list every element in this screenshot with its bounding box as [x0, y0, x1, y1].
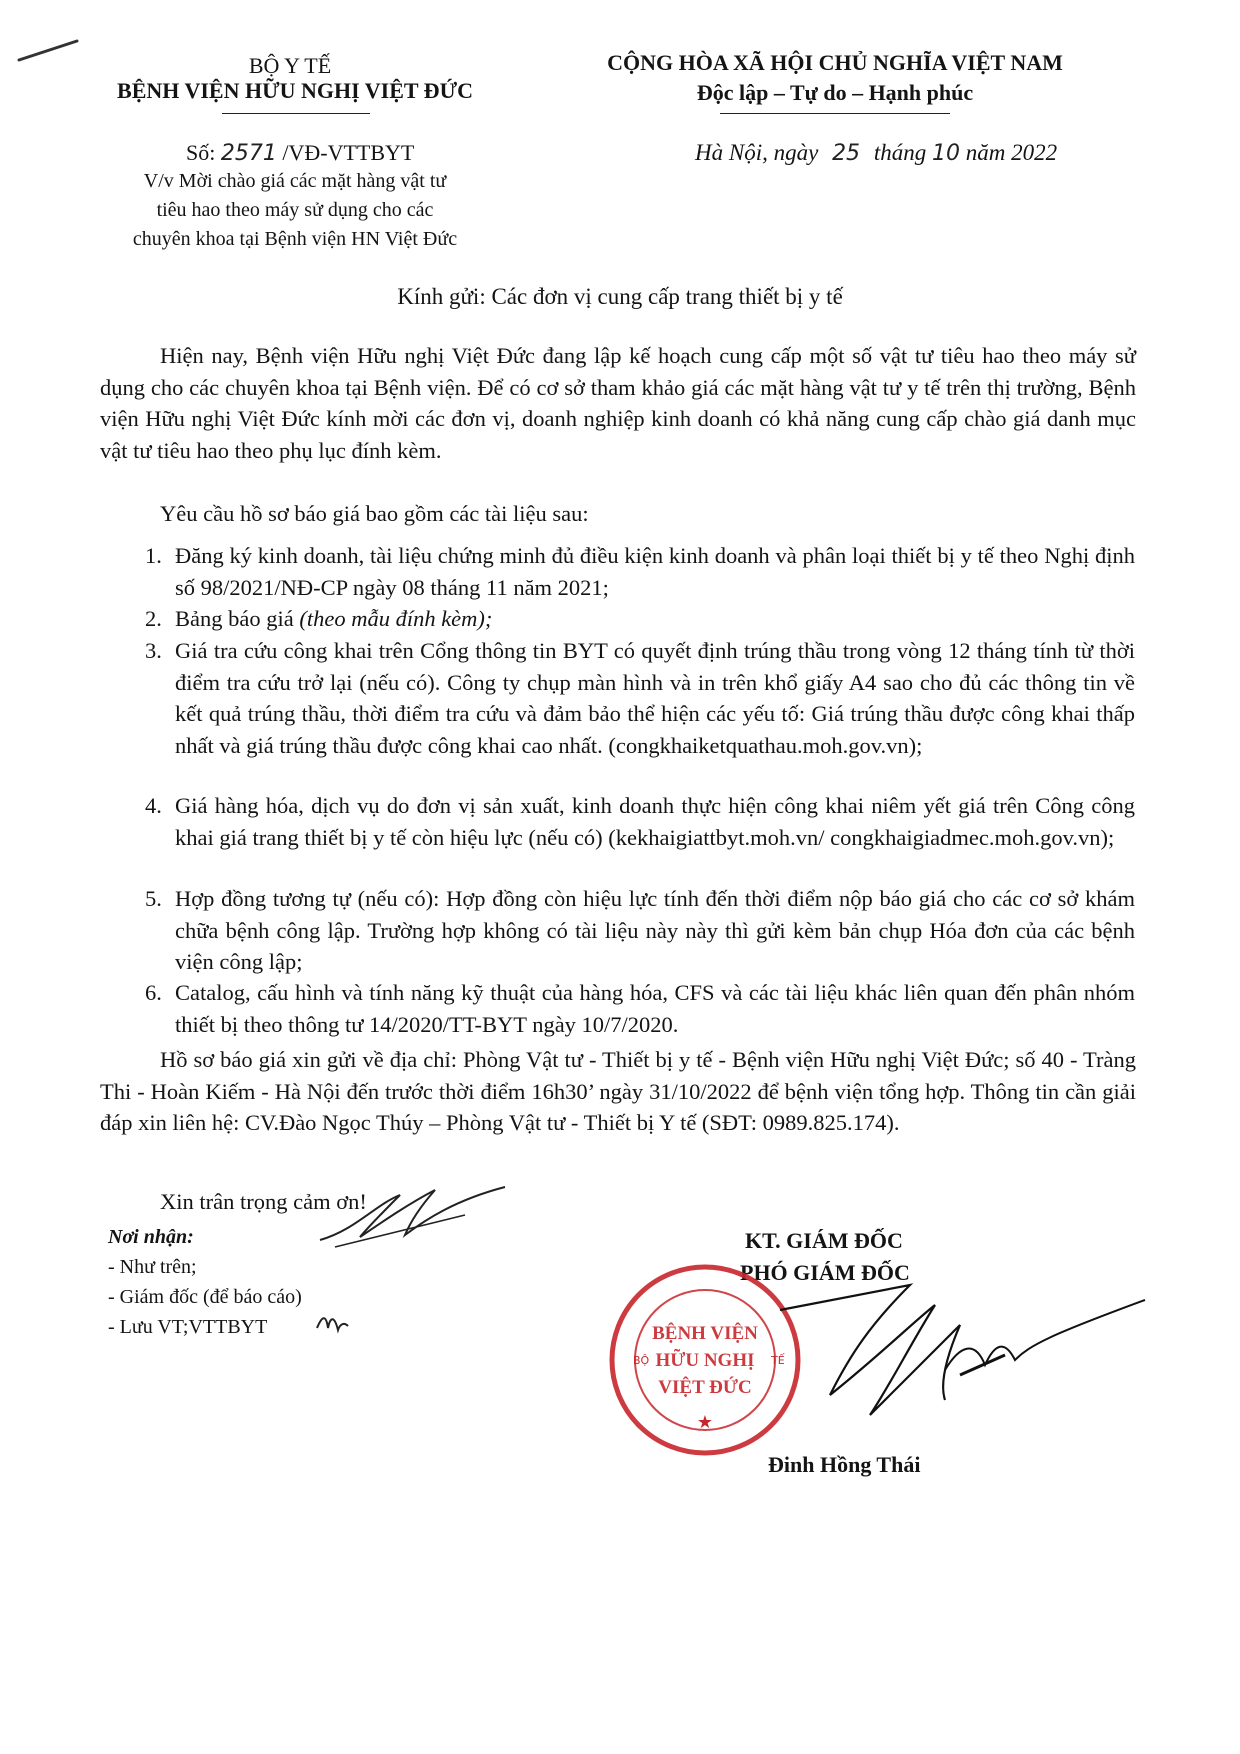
date-day: 25: [832, 141, 861, 166]
requirement-text: Hợp đồng tương tự (nếu có): Hợp đồng còn hiệu lực tính đến thời điểm nộp báo giá cho các cơ sở khám chữa bệnh công lập. Trường hợp không có tài liệu này này thì gửi kèm bản chụp Hóa đơn của các bệnh viện công lập;: [175, 886, 1135, 974]
intro-text: Hiện nay, Bệnh viện Hữu nghị Việt Đức đang lập kế hoạch cung cấp một số vật tư tiêu hao theo máy sử dụng cho các chuyên khoa tại Bệnh viện. Để có cơ sở tham khảo giá các mặt hàng vật tư y tế trên thị trường, Bệnh viện Hữu nghị Việt Đức kính mời các đơn vị, doanh nghiệp kinh doanh có khả năng cung cấp chào giá danh mục vật tư tiêu hao theo phụ lục đính kèm.: [100, 343, 1136, 463]
svg-text:★: ★: [696, 1412, 714, 1432]
country-name: CỘNG HÒA XÃ HỘI CHỦ NGHĨA VIỆT NAM: [607, 50, 1063, 75]
submission-text: Hồ sơ báo giá xin gửi về địa chỉ: Phòng Vật tư - Thiết bị y tế - Bệnh viện Hữu nghị Việt Đức; số 40 - Tràng Thi - Hoàn Kiếm - Hà Nội đến trước thời điểm 16h30’ ngày 31/10/2022 để bệnh viện tổng hợp. Thông tin cần giải đáp xin liên hệ: CV.Đào Ngọc Thúy – Phòng Vật tư - Thiết bị Y tế (SĐT: 0989.825.174).: [100, 1047, 1136, 1135]
salutation: Kính gửi: Các đơn vị cung cấp trang thiết bị y tế: [397, 284, 843, 309]
requirement-text: Đăng ký kinh doanh, tài liệu chứng minh đủ điều kiện kinh doanh và phân loại thiết bị y tế theo Nghị định số 98/2021/NĐ-CP ngày 08 tháng 11 năm 2021;: [175, 543, 1135, 600]
submission-paragraph: [100, 1044, 1136, 1139]
svg-text:BỘ: BỘ: [633, 1354, 650, 1367]
requirement-text: Bảng báo giá: [175, 606, 294, 631]
motto-underline: [720, 113, 950, 114]
requirement-item: [145, 977, 1135, 1040]
recipients-title: Nơi nhận:: [108, 1226, 194, 1248]
stamp-line: HỮU NGHỊ: [655, 1350, 755, 1371]
director-signature-icon: [760, 1265, 1150, 1455]
date-year: năm 2022: [965, 140, 1058, 165]
date-month-label: tháng: [873, 140, 927, 165]
subject-line: V/v Mời chào giá các mặt hàng vật tư: [143, 170, 447, 192]
requirement-number: 2.: [145, 606, 162, 631]
subject-line: chuyên khoa tại Bệnh viện HN Việt Đức: [132, 228, 458, 250]
signer-name: Đinh Hồng Thái: [768, 1452, 921, 1477]
number-prefix: Số:: [186, 140, 216, 165]
recipient-item: - Giám đốc (để báo cáo): [108, 1286, 302, 1308]
document-date: [695, 137, 1135, 170]
subject-line: tiêu hao theo máy sử dụng cho các: [156, 199, 434, 221]
initials-mark-icon: [312, 1308, 352, 1338]
intro-paragraph: [100, 340, 1136, 466]
requirement-number: 5.: [145, 886, 162, 911]
requirement-number: 6.: [145, 980, 162, 1005]
closing-line: Xin trân trọng cảm ơn!: [160, 1189, 367, 1214]
requirement-number: 1.: [145, 543, 162, 568]
pen-mark-icon: [15, 35, 85, 65]
recipient-item: - Như trên;: [108, 1256, 197, 1278]
signature-title-1: KT. GIÁM ĐỐC: [745, 1228, 903, 1253]
date-month: 10: [931, 141, 960, 166]
stamp-line: BỆNH VIỆN: [652, 1323, 758, 1344]
requirement-item: [145, 603, 1135, 635]
requirement-text: Giá hàng hóa, dịch vụ do đơn vị sản xuất, kinh doanh thực hiện công khai niêm yết giá trên Công công khai giá trang thiết bị y tế còn hiệu lực (nếu có) (kekhaigiattbyt.moh.vn/ congkhaigiadmec.moh.gov.vn);: [175, 793, 1135, 850]
requirement-item: [145, 790, 1135, 853]
signature-title-2: PHÓ GIÁM ĐỐC: [740, 1260, 910, 1285]
ministry-name: BỘ Y TẾ: [248, 53, 332, 78]
requirement-item: [145, 635, 1135, 761]
date-place: Hà Nội, ngày: [695, 140, 819, 165]
document-number: [186, 137, 486, 170]
svg-text:TẾ: TẾ: [771, 1354, 785, 1367]
requirement-item: [145, 540, 1135, 603]
recipient-item: - Lưu VT;VTTBYT: [108, 1316, 268, 1338]
hospital-name: BỆNH VIỆN HỮU NGHỊ VIỆT ĐỨC: [117, 78, 473, 103]
number-handwritten: 2571: [220, 141, 277, 166]
number-suffix: /VĐ-VTTBYT: [282, 140, 415, 165]
requirement-text: Catalog, cấu hình và tính năng kỹ thuật của hàng hóa, CFS và các tài liệu khác liên quan đến phân nhóm thiết bị theo thông tư 14/2020/TT-BYT ngày 10/7/2020.: [175, 980, 1135, 1037]
requirement-item: [145, 883, 1135, 978]
national-motto: Độc lập – Tự do – Hạnh phúc: [696, 80, 974, 105]
stamp-line: VIỆT ĐỨC: [658, 1377, 752, 1398]
requirement-number: 4.: [145, 793, 162, 818]
initials-signature-icon: [315, 1175, 515, 1255]
requirement-number: 3.: [145, 638, 162, 663]
requirement-italic: (theo mẫu đính kèm);: [299, 606, 493, 631]
requirement-text: Giá tra cứu công khai trên Cổng thông tin BYT có quyết định trúng thầu trong vòng 12 tháng tính từ thời điểm tra cứu trở lại (nếu có). Công ty chụp màn hình và in trên khổ giấy A4 sao cho đủ các thông tin về kết quả trúng thầu, thời điểm tra cứu và đảm bảo thể hiện các yếu tố: Giá trúng thầu được công khai thấp nhất và giá trúng thầu được công khai cao nhất. (congkhaiketquathau.moh.gov.vn);: [175, 638, 1135, 758]
requirements-intro: Yêu cầu hồ sơ báo giá bao gồm các tài liệu sau:: [160, 501, 589, 526]
document-subject: [95, 167, 495, 254]
hospital-underline: [222, 113, 370, 114]
